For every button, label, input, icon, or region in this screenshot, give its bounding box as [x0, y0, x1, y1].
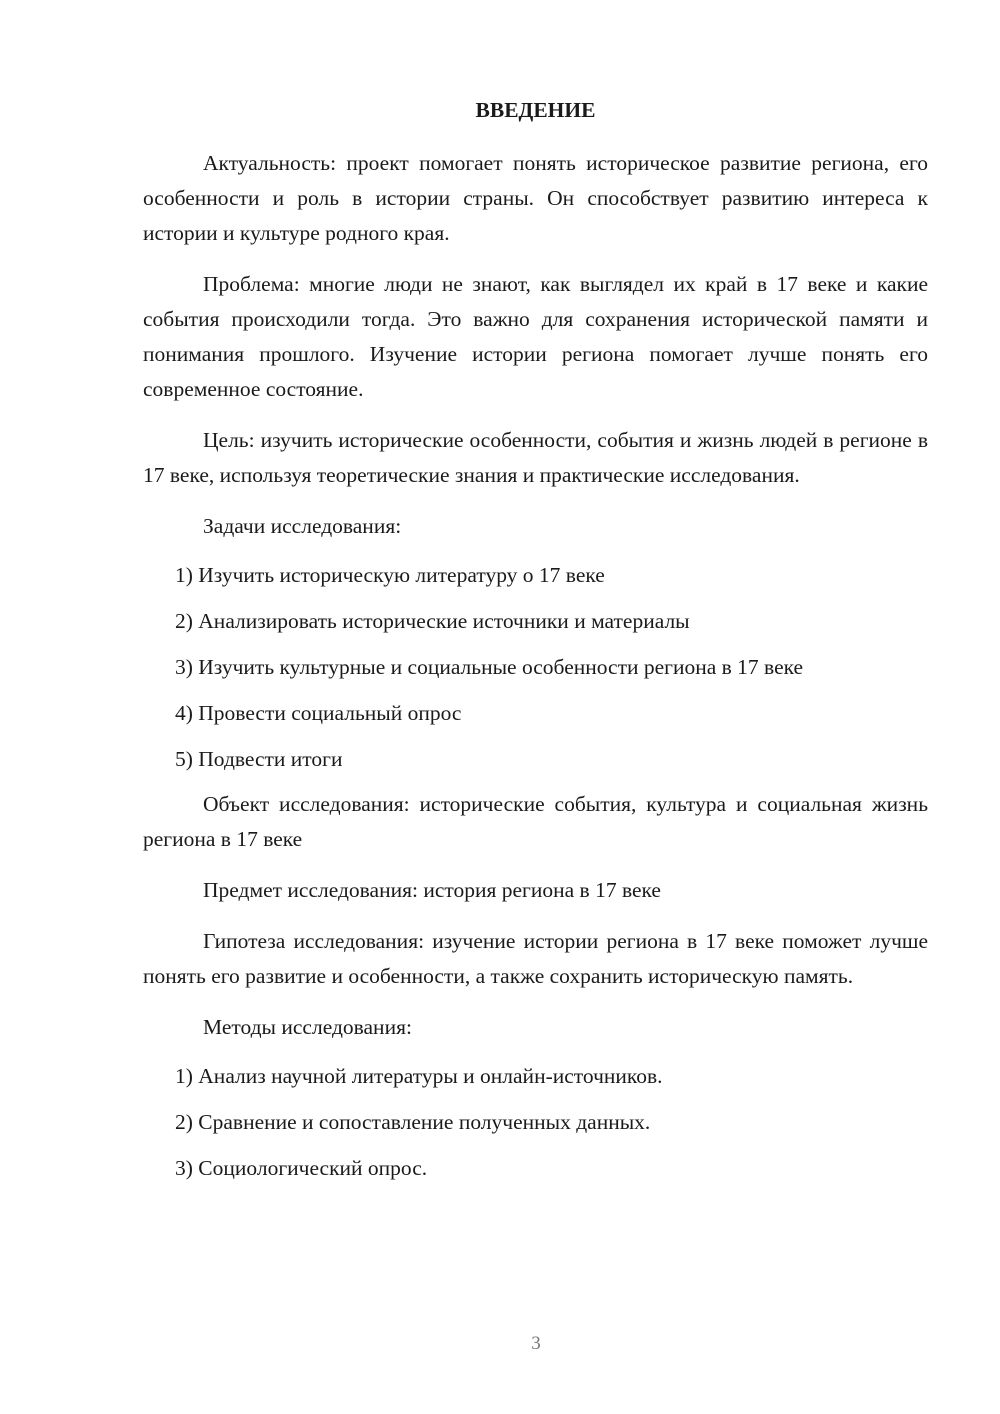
goal-paragraph: Цель: изучить исторические особенности, события и жизнь людей в регионе в 17 веке, используя теоретические знания и практические исследования.: [143, 428, 928, 487]
task-item: 3) Изучить культурные и социальные особенности региона в 17 веке: [175, 655, 804, 679]
section-heading: ВВЕДЕНИЕ: [475, 98, 596, 122]
object-paragraph: Объект исследования: исторические события, культура и социальная жизнь региона в 17 веке: [143, 792, 928, 851]
page-number: 3: [531, 1333, 541, 1354]
methods-title: Методы исследования:: [203, 1015, 412, 1039]
task-item: 1) Изучить историческую литературу о 17 веке: [175, 563, 605, 587]
problem-paragraph: Проблема: многие люди не знают, как выглядел их край в 17 веке и какие события происходили тогда. Это важно для сохранения исторической памяти и понимания прошлого. Изучение истории региона помогает лучше понять его современное состояние.: [143, 272, 928, 401]
task-item: 5) Подвести итоги: [175, 747, 343, 771]
method-item: 3) Социологический опрос.: [175, 1156, 428, 1180]
method-item: 2) Сравнение и сопоставление полученных данных.: [175, 1110, 651, 1134]
tasks-title: Задачи исследования:: [203, 514, 402, 538]
task-item: 4) Провести социальный опрос: [175, 701, 462, 725]
hypothesis-paragraph: Гипотеза исследования: изучение истории региона в 17 веке поможет лучше понять его развитие и особенности, а также сохранить историческую память.: [143, 929, 928, 988]
subject-paragraph: Предмет исследования: история региона в 17 веке: [203, 878, 661, 902]
task-item: 2) Анализировать исторические источники и материалы: [175, 609, 690, 633]
relevance-paragraph: Актуальность: проект помогает понять историческое развитие региона, его особенности и роль в истории страны. Он способствует развитию интереса к истории и культуре родного края.: [143, 151, 928, 245]
page-content: [143, 96, 928, 1197]
method-item: 1) Анализ научной литературы и онлайн-источников.: [175, 1064, 663, 1088]
